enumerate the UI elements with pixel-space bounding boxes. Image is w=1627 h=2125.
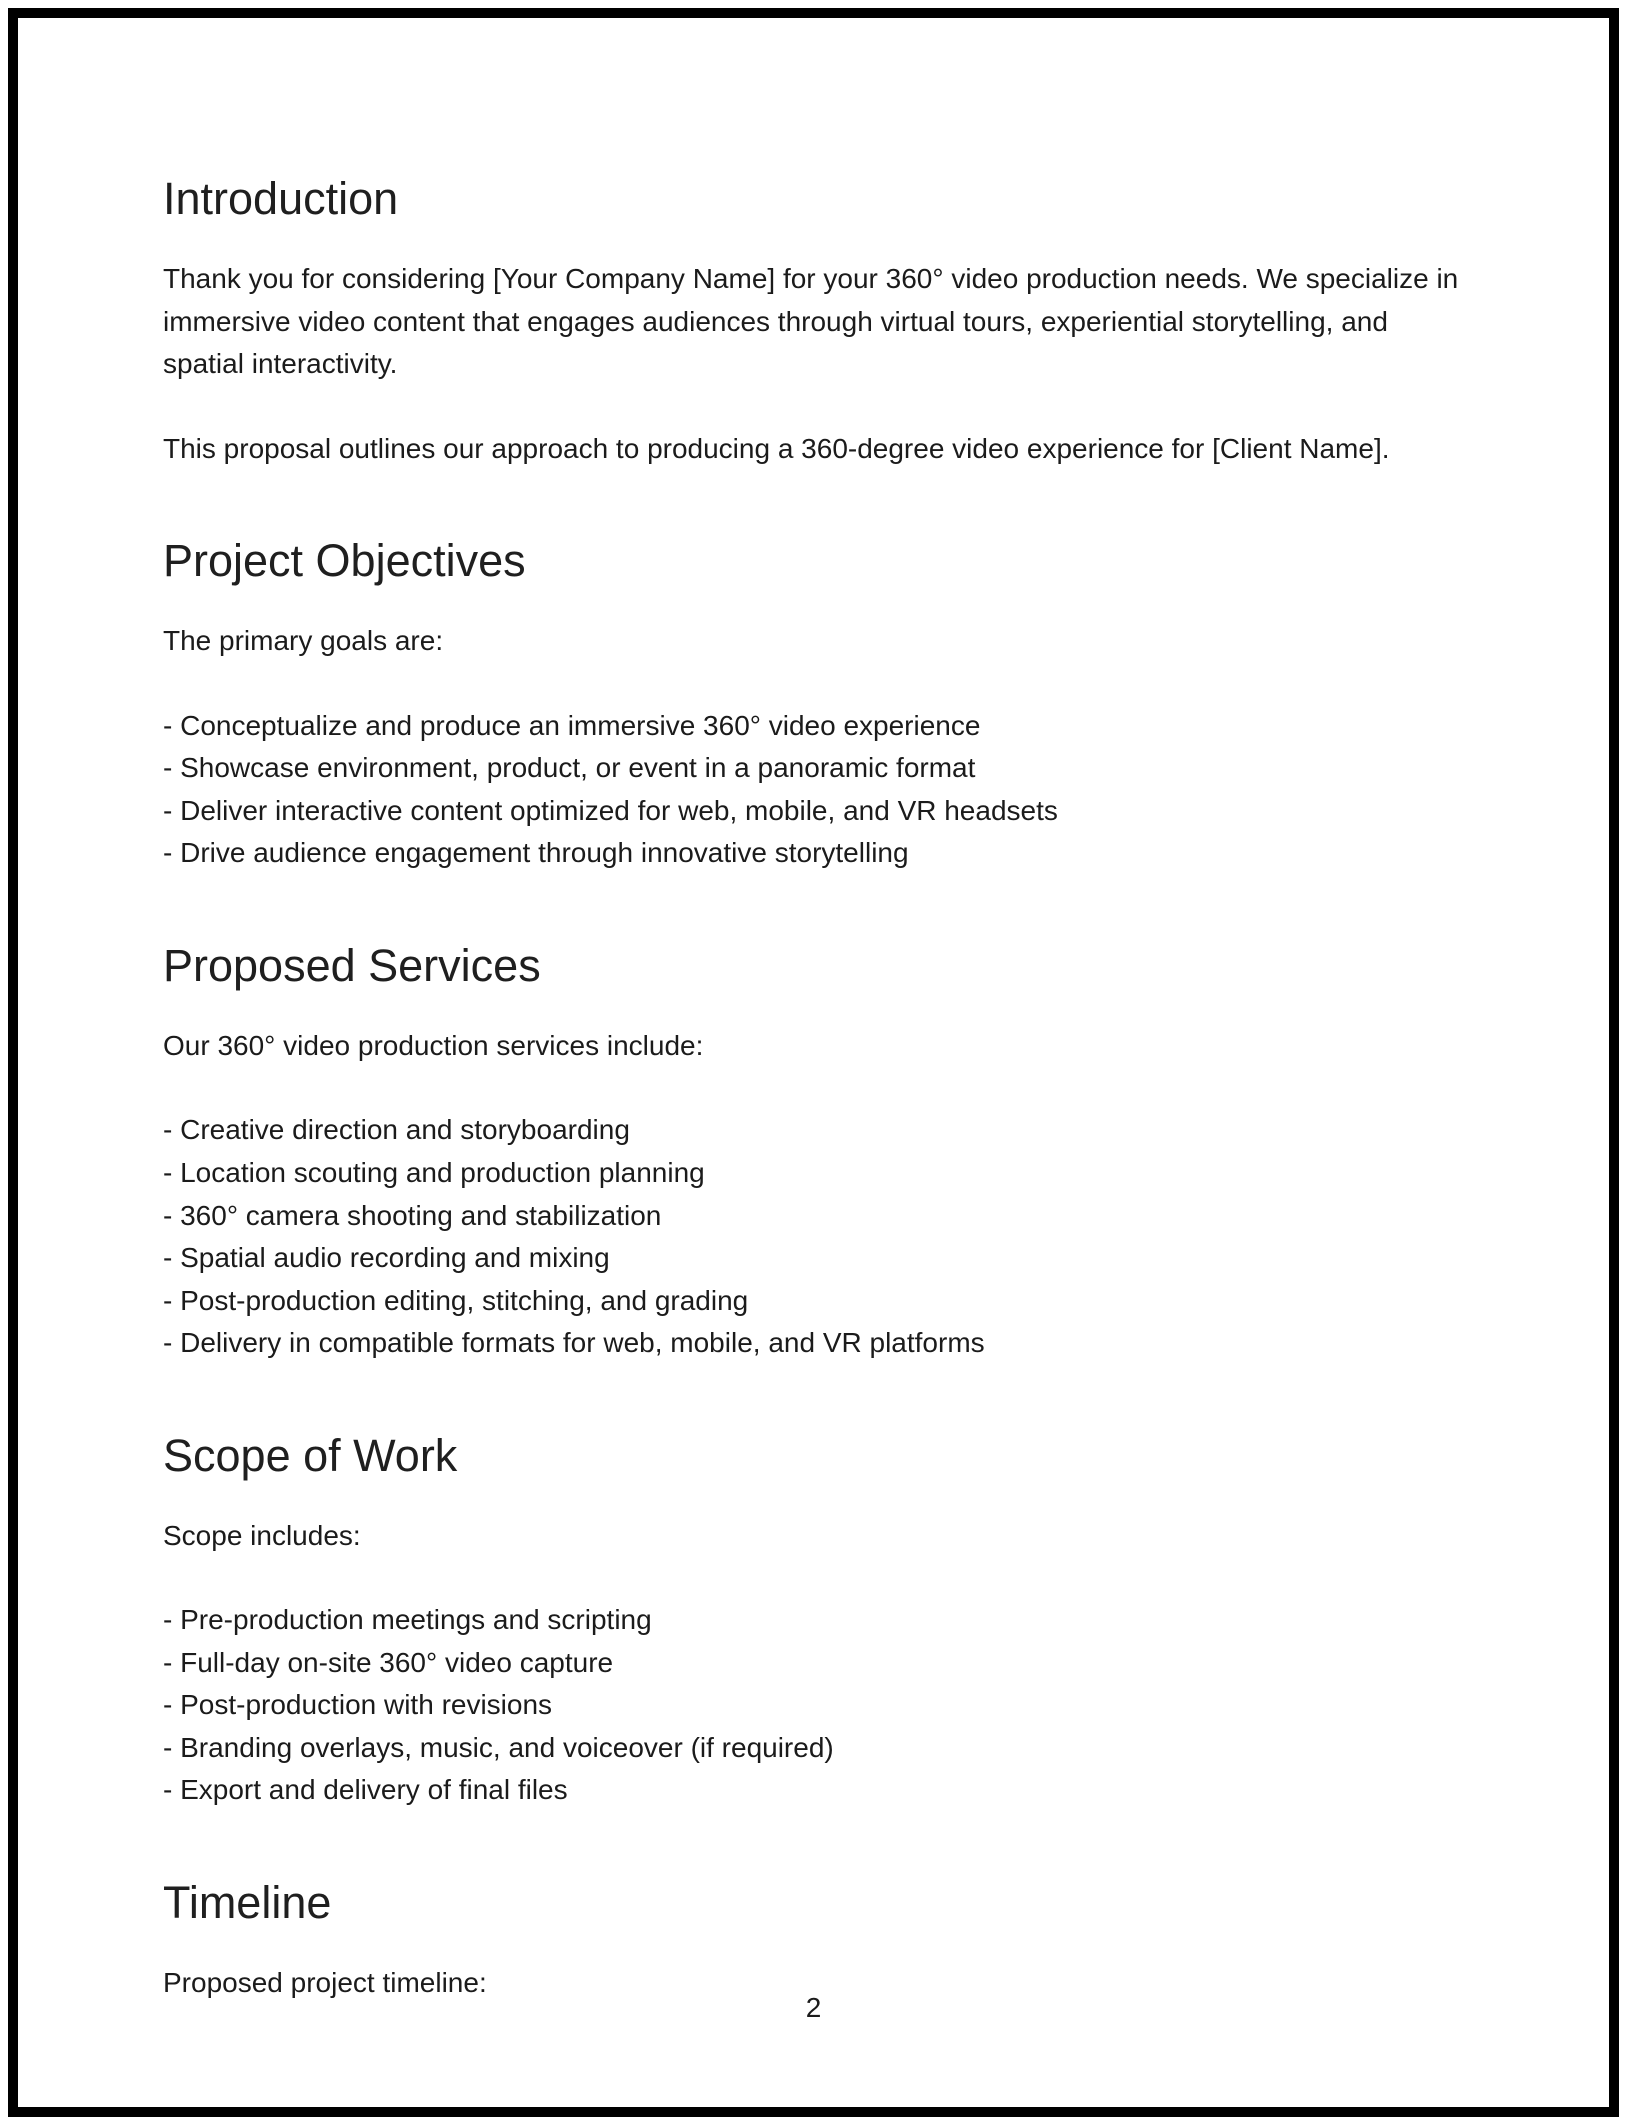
list-item: - Full-day on-site 360° video capture: [163, 1646, 614, 1678]
list-item: - Spatial audio recording and mixing: [163, 1242, 610, 1274]
page-content: [163, 172, 1471, 2047]
list-item: - Creative direction and storyboarding: [163, 1114, 630, 1146]
list-item: - Delivery in compatible formats for web, mobile, and VR platforms: [163, 1327, 985, 1359]
page-number: 2: [805, 1992, 822, 2023]
list-item: - Drive audience engagement through innovative storytelling: [163, 837, 909, 869]
introduction-paragraph-2: This proposal outlines our approach to producing a 360-degree video experience for [Client Name].: [163, 432, 1390, 464]
list-item: - Pre-production meetings and scripting: [163, 1604, 652, 1636]
introduction-paragraph-1: Thank you for considering [Your Company Name] for your 360° video production needs. We specialize in immersive video content that engages audiences through virtual tours, experiential storytelling, and spatial interactivity.: [163, 263, 1459, 380]
scope-list: [163, 1599, 1471, 1812]
section-heading-objectives: Project Objectives: [163, 535, 526, 587]
section-heading-scope: Scope of Work: [163, 1429, 458, 1481]
objectives-list: [163, 705, 1471, 875]
list-item: - Export and delivery of final files: [163, 1774, 568, 1806]
list-item: - Branding overlays, music, and voiceover (if required): [163, 1731, 834, 1763]
scope-lead: Scope includes:: [163, 1519, 361, 1551]
services-lead: Our 360° video production services include:: [163, 1029, 704, 1061]
list-item: - Post-production with revisions: [163, 1689, 553, 1721]
section-heading-introduction: Introduction: [163, 173, 399, 224]
timeline-lead: Proposed project timeline:: [163, 1967, 487, 1999]
list-item: - Post-production editing, stitching, and grading: [163, 1284, 749, 1316]
services-list: [163, 1109, 1471, 1364]
list-item: - 360° camera shooting and stabilization: [163, 1199, 662, 1231]
objectives-lead: The primary goals are:: [163, 625, 444, 657]
section-heading-services: Proposed Services: [163, 939, 541, 991]
section-heading-timeline: Timeline: [163, 1877, 332, 1929]
list-item: - Showcase environment, product, or event in a panoramic format: [163, 752, 976, 784]
list-item: - Location scouting and production planning: [163, 1157, 705, 1189]
list-item: - Deliver interactive content optimized for web, mobile, and VR headsets: [163, 794, 1058, 826]
list-item: - Conceptualize and produce an immersive 360° video experience: [163, 709, 981, 741]
